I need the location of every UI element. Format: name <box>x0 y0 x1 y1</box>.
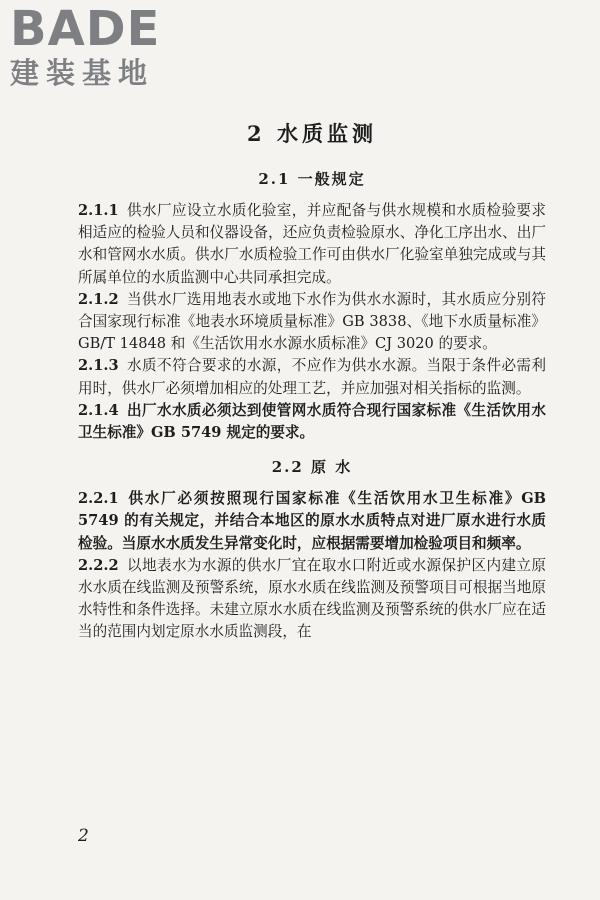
clause-2-1-3 <box>78 355 546 399</box>
clause-number: 2.1.4 <box>78 401 119 419</box>
clause-text: 出厂水水质必须达到使管网水质符合现行国家标准《生活饮用水卫生标准》GB 5749 规定的要求。 <box>78 401 546 442</box>
clause-2-2-1 <box>78 488 546 555</box>
clause-text: 以地表水为水源的供水厂宜在取水口附近或水源保护区内建立原水水质在线监测及预警系统，原水水质在线监测及预警项目可根据当地原水特性和条件选择。未建立原水水质在线监测及预警系统的供水厂应在适当的范围内划定原水水质监测段，在 <box>78 556 546 641</box>
clause-2-1-2 <box>78 289 546 356</box>
clause-2-1-1 <box>78 200 546 289</box>
logo-wordmark <box>10 2 180 56</box>
logo-subtitle: 建装基地 <box>10 56 155 90</box>
page-number: 2 <box>78 826 89 846</box>
clause-2-1-4 <box>78 400 546 444</box>
clause-text: 水质不符合要求的水源，不应作为供水水源。当限于条件必需利用时，供水厂必须增加相应的处理工艺，并应加强对相关指标的监测。 <box>78 357 546 397</box>
clause-text: 供水厂应设立水质化验室，并应配备与供水规模和水质检验要求相适应的检验人员和仪器设备，还应负责检验原水、净化工序出水、出厂水和管网水水质。供水厂水质检验工作可由供水厂化验室单独完成或与其所属单位的水质监测中心共同承担完成。 <box>78 202 546 286</box>
document-body <box>78 108 546 644</box>
clause-number: 2.1.2 <box>78 290 119 308</box>
clause-number: 2.2.2 <box>78 556 119 574</box>
clause-text: 供水厂必须按照现行国家标准《生活饮用水卫生标准》GB 5749 的有关规定，并结合本地区的原水水质特点对进厂原水进行水质检验。当原水水质发生异常变化时，应根据需要增加检验项目和频率。 <box>78 490 546 552</box>
clause-number: 2.1.3 <box>78 357 119 375</box>
clause-number: 2.1.1 <box>78 202 119 219</box>
clause-2-2-2 <box>78 555 546 644</box>
chapter-title: 2 水质监测 <box>247 121 377 146</box>
section-title: 2.1 一般规定 <box>258 170 366 188</box>
clause-number: 2.2.1 <box>78 490 119 508</box>
logo-word-text: BADE <box>10 1 161 57</box>
logo <box>10 2 180 94</box>
clause-text: 当供水厂选用地表水或地下水作为供水水源时，其水质应分别符合国家现行标准《地表水环境质量标准》GB 3838、《地下水质量标准》GB/T 14848 和《生活饮用水水源水质标准》CJ 3020 的要求。 <box>78 290 546 353</box>
section-title: 2.2 原 水 <box>271 458 353 477</box>
